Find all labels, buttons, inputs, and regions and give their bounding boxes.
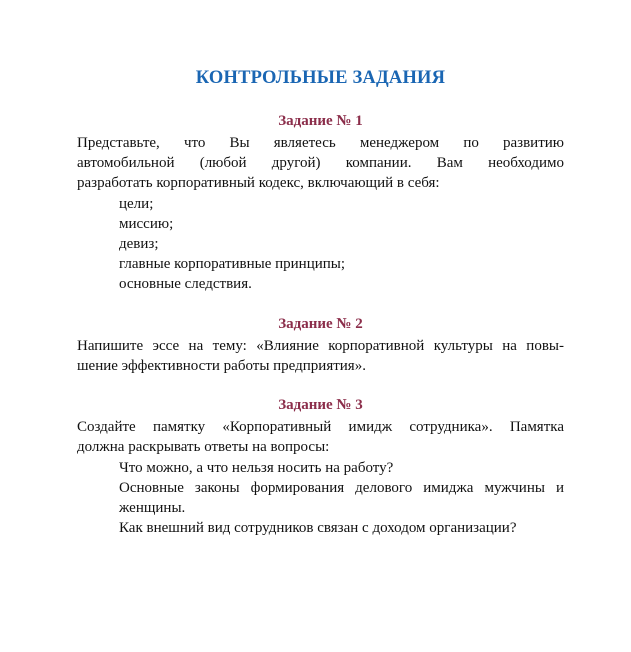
- task-3-heading: Задание № 3: [278, 397, 363, 413]
- list-item: девиз;: [119, 236, 159, 252]
- list-item: Как внешний вид сотрудников связан с доходом организации?: [119, 520, 517, 536]
- text-line: разработать корпоративный кодекс, включающий в себя:: [77, 175, 440, 191]
- list-item: цели;: [119, 196, 154, 212]
- list-item: главные корпоративные принципы;: [119, 256, 346, 272]
- text-line: Напишите эссе на тему: «Влияние корпоративной культуры на повы-: [77, 338, 564, 354]
- text-line: шение эффективности работы предприятия».: [77, 358, 366, 374]
- list-item: Что можно, а что нельзя носить на работу?: [119, 460, 394, 476]
- task-3-text: [77, 417, 564, 457]
- text-line: должна раскрывать ответы на вопросы:: [77, 439, 330, 455]
- page-title: КОНТРОЛЬНЫЕ ЗАДАНИЯ: [195, 68, 446, 88]
- list-item: миссию;: [119, 216, 174, 232]
- text-line: Представьте, что Вы являетесь менеджером по развитию: [77, 135, 564, 151]
- task-1-text: [77, 133, 564, 193]
- list-item-continuation: женщины.: [119, 500, 186, 516]
- list-item: Основные законы формирования делового имиджа мужчины и: [119, 480, 564, 496]
- list-item: основные следствия.: [119, 276, 252, 292]
- text-line: Создайте памятку «Корпоративный имидж сотрудника». Памятка: [77, 419, 564, 435]
- task-2-text: [77, 336, 564, 376]
- task-1-heading: Задание № 1: [278, 113, 363, 129]
- text-line: автомобильной (любой другой) компании. Вам необходимо: [77, 155, 564, 171]
- task-2-heading: Задание № 2: [278, 316, 363, 332]
